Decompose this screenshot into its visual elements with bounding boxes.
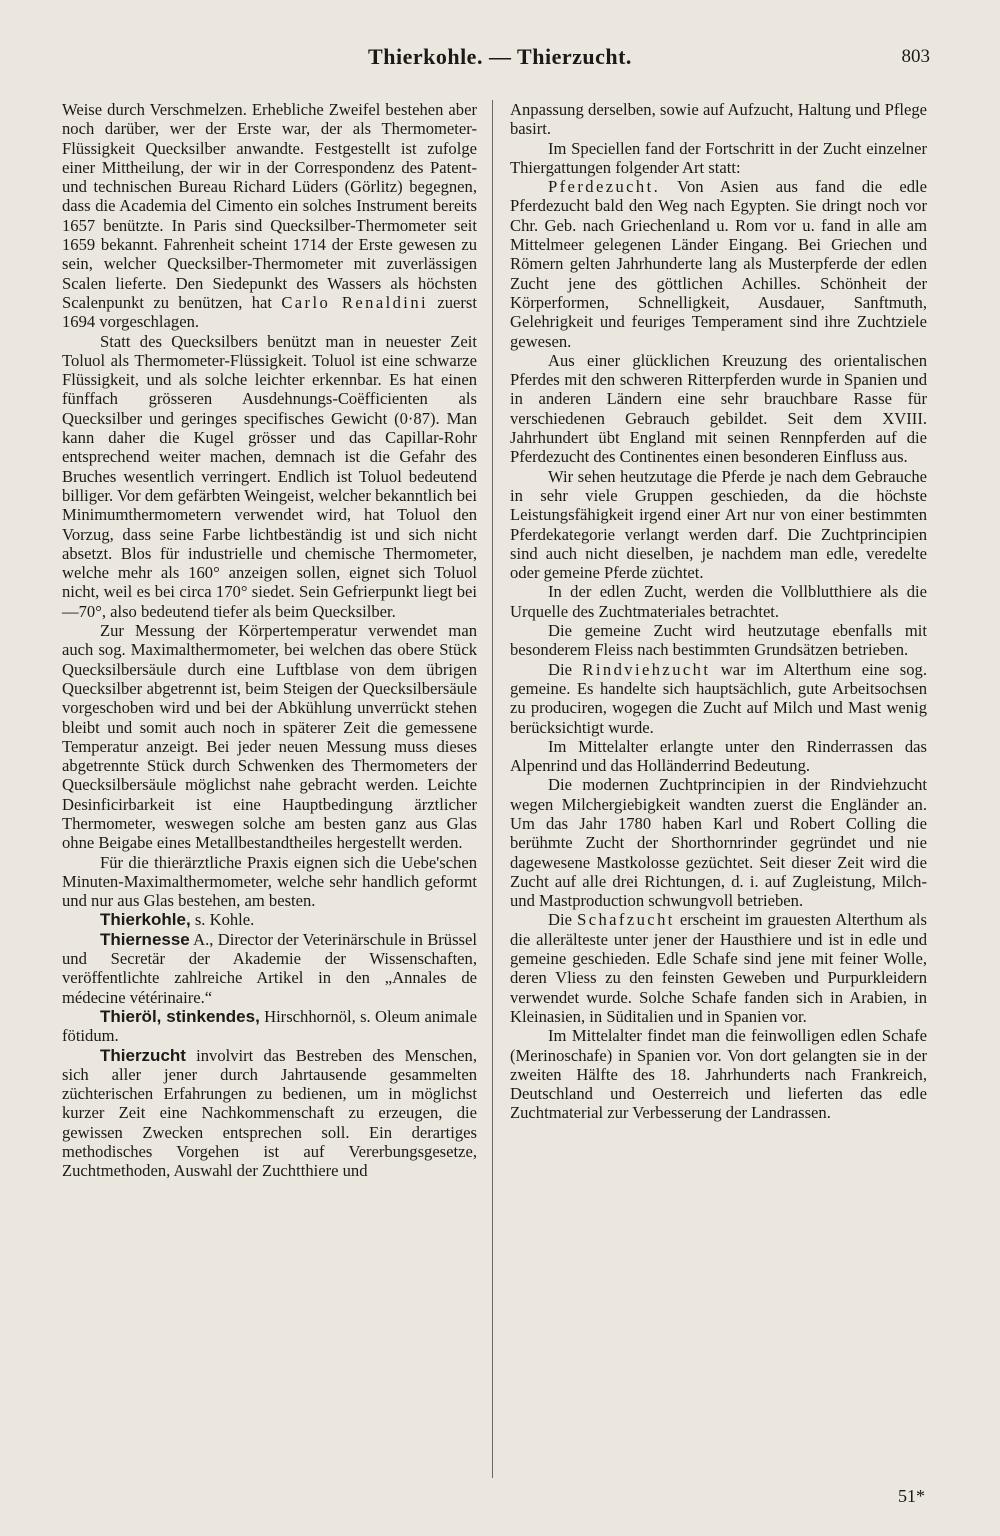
entry-thiernesse: Thiernesse A., Director der Veterinärschule in Brüssel und Secretär der Akademie der Wissenschaften, veröffentlichte zahlreiche Artikel in den „Annales de médecine vétérinaire.“ (62, 929, 477, 1007)
paragraph: Für die thierärztliche Praxis eignen sich die Uebe'schen Minuten-Maximalthermometer, welche sehr handlich geformt und nur aus Glas bestehen, am besten. (62, 852, 477, 911)
right-column (510, 100, 927, 1123)
headword: Thierkohle, (100, 910, 191, 930)
headword: Thiernesse (100, 929, 190, 949)
subheading: Rindviehzucht (582, 659, 711, 679)
paragraph: Die Rindviehzucht war im Alterthum eine sog. gemeine. Es handelte sich hauptsächlich, gute Arbeitsochsen zu produciren, wogegen die Zucht auf Milch und Mast wenig berücksichtigt wurde. (510, 659, 928, 737)
column-divider (492, 100, 493, 1478)
paragraph: Zur Messung der Körpertemperatur verwendet man auch sog. Maximalthermometer, bei welchen das obere Stück Quecksilbersäule durch eine Luftblase von dem übrigen Quecksilber abgetrennt ist, beim Steigen der Quecksilbersäule vorgeschoben wird und bei der Abkühlung unverrückt stehen bleibt und somit auch noch in späterer Zeit die gemessene Temperatur anzeigt. Bei jeder neuen Messung muss dieses abgetrennte Stück durch Schwenken des Thermometers der Quecksilbersäule möglichst nahe gebracht werden. Leichte Desinficirbarkeit ist eine Hauptbedingung ärztlicher Thermometer, weswegen solche am besten ganz aus Glas ohne Beigabe eines Metallbestandtheiles hergestellt werden. (62, 621, 477, 853)
paragraph: Aus einer glücklichen Kreuzung des orientalischen Pferdes mit den schweren Ritterpferden wurde in Spanien und in anderen Ländern eine sehr brauchbare Rasse für verschiedenen Gebrauch gebildet. Seit dem XVIII. Jahrhundert übt England mit seinen Rennpferden auf die Pferdezucht des Continentes einen besonderen Einfluss aus. (510, 350, 927, 467)
headword: Thieröl, stinkendes, (100, 1006, 260, 1026)
headword: Thierzucht (100, 1045, 186, 1065)
entry-thierkohle: Thierkohle, s. Kohle. (100, 910, 255, 930)
paragraph: Pferdezucht. Von Asien aus fand die edle Pferdezucht bald den Weg nach Egypten. Sie dringt noch vor Chr. Geb. nach Griechenland u. Rom vor u. fand in alle am Mittelmeer gelegenen Länder Eingang. Bei Griechen und Römern gelten Jahrhunderte lang als Musterpferde der edlen Zucht jene des göttlichen Achilles. Schönheit der Körperformen, Schnelligkeit, Ausdauer, Sanftmuth, Gelehrigkeit und feuriges Temperament sind ihre Zuchtziele gewesen. (510, 177, 927, 351)
paragraph: Im Mittelalter erlangte unter den Rinderrassen das Alpenrind und das Holländerrind Bedeutung. (510, 736, 927, 776)
paragraph: Im Speciellen fand der Fortschritt in der Zucht einzelner Thiergattungen folgender Art statt: (510, 138, 927, 177)
paragraph: Die modernen Zuchtprincipien in der Rindviehzucht wegen Milchergiebigkeit wandten zuerst die Engländer an. Um das Jahr 1780 haben Karl und Robert Colling die berühmte Zucht der Shorthornrinder gegründet und nie dagewesene Mastkolosse gezüchtet. Seit dieser Zeit wird die Zucht auf alle drei Richtungen, d. i. auf Zugleistung, Milch- und Mastproduction schwungvoll betrieben. (510, 775, 927, 911)
paragraph: Weise durch Verschmelzen. Erhebliche Zweifel bestehen aber noch darüber, wer der Erste war, der als Thermometer-Flüssigkeit Quecksilber anwandte. Festgestellt ist zufolge einer Mittheilung, der wir in der Correspondenz des Patent- und technischen Bureau Richard Lüders (Görlitz) begegnen, dass die Academia del Cimento ein solches Instrument bereits 1657 benützte. In Paris sind Quecksilber-Thermometer seit 1659 bekannt. Fahrenheit scheint 1714 der Erste gewesen zu sein, welcher Quecksilber-Thermometer mit zuverlässigen Scalen lieferte. Den Siedepunkt des Wassers als höchsten Scalenpunkt zu benützen, hat Carlo Renaldini zuerst 1694 vorgeschlagen. (62, 100, 477, 332)
paragraph: Die Schafzucht erscheint im grauesten Alterthum als die allerälteste unter jener der Hausthiere und ist in edle und gemeine geschieden. Edle Schafe sind jene mit feiner Wolle, deren Vliess zu den feinsten Geweben und Purpurkleidern verwendet wurde. Solche Schafe fanden sich in Arabien, in Kleinasien, in Süditalien und in Spanien vor. (510, 910, 927, 1026)
paragraph: Statt des Quecksilbers benützt man in neuester Zeit Toluol als Thermometer-Flüssigkeit. Toluol ist eine schwarze Flüssigkeit, und als solche leichter erkennbar. Es hat einen fünffach grösseren Ausdehnungs-Coëfficienten als Quecksilber und geringes specifisches Gewicht (0·87). Man kann daher die Kugel grösser und das Capillar-Rohr entsprechend weiter machen, demnach ist die Gefahr des Bruches wesentlich verringert. Endlich ist Toluol bedeutend billiger. Vor dem gefärbten Weingeist, welcher bekanntlich bei Minimumthermometern verwendet wird, hat Toluol den Vorzug, dass seine Farbe lichtbeständig ist und sich nicht absetzt. Blos für industrielle und chemische Thermometer, welche mehr als 160° anzeigen sollen, eignet sich Toluol nicht, weil es bei circa 170° siedet. Sein Gefrierpunkt liegt bei —70°, also bedeutend tiefer als beim Quecksilber. (62, 331, 477, 621)
paragraph: Anpassung derselben, sowie auf Aufzucht, Haltung und Pflege basirt. (510, 100, 927, 139)
signature-mark: 51* (898, 1486, 925, 1506)
paragraph: Wir sehen heutzutage die Pferde je nach dem Gebrauche in sehr viele Gruppen geschieden, da die höchste Leistungsfähigkeit irgend einer Art nur von einer bestimmten Pferdekategorie verlangt werden darf. Die Zuchtprincipien sind auch nicht dieselben, je nachdem man edle, veredelte oder gemeine Pferde züchtet. (510, 466, 927, 583)
paragraph: Die gemeine Zucht wird heutzutage ebenfalls mit besonderem Fleiss nach bestimmten Grundsätzen betrieben. (510, 621, 927, 660)
entry-thierzucht: Thierzucht involvirt das Bestreben des Menschen, sich aller jener durch Jahrtausende gesammelten züchterischen Erfahrungen zu bedienen, um in möglichst kurzer Zeit eine Nachkommenschaft zu erzeugen, die gewissen Zwecken entsprechen soll. Ein derartiges methodisches Vorgehen ist auf Vererbungsgesetze, Zuchtmethoden, Auswahl der Zuchtthiere und (62, 1045, 477, 1181)
subheading: Pferdezucht. (548, 177, 661, 197)
subheading: Schafzucht (577, 910, 675, 930)
page-number: 803 (901, 46, 930, 67)
paragraph: In der edlen Zucht, werden die Vollblutthiere als die Urquelle des Zuchtmateriales betrachtet. (510, 582, 927, 621)
paragraph: Im Mittelalter findet man die feinwolligen edlen Schafe (Merinoschafe) in Spanien vor. Von dort gelangten sie in der zweiten Hälfte des 18. Jahrhunderts nach Frankreich, Deutschland und Oesterreich und lieferten das edle Zuchtmaterial zur Verbesserung der Landrassen. (510, 1026, 927, 1123)
spaced-name: Carlo Renaldini (281, 292, 429, 312)
entry-thieroel: Thieröl, stinkendes, Hirschhornöl, s. Oleum animale fötidum. (62, 1006, 477, 1046)
running-head: Thierkohle. — Thierzucht. (368, 44, 632, 69)
left-column (62, 100, 477, 1181)
